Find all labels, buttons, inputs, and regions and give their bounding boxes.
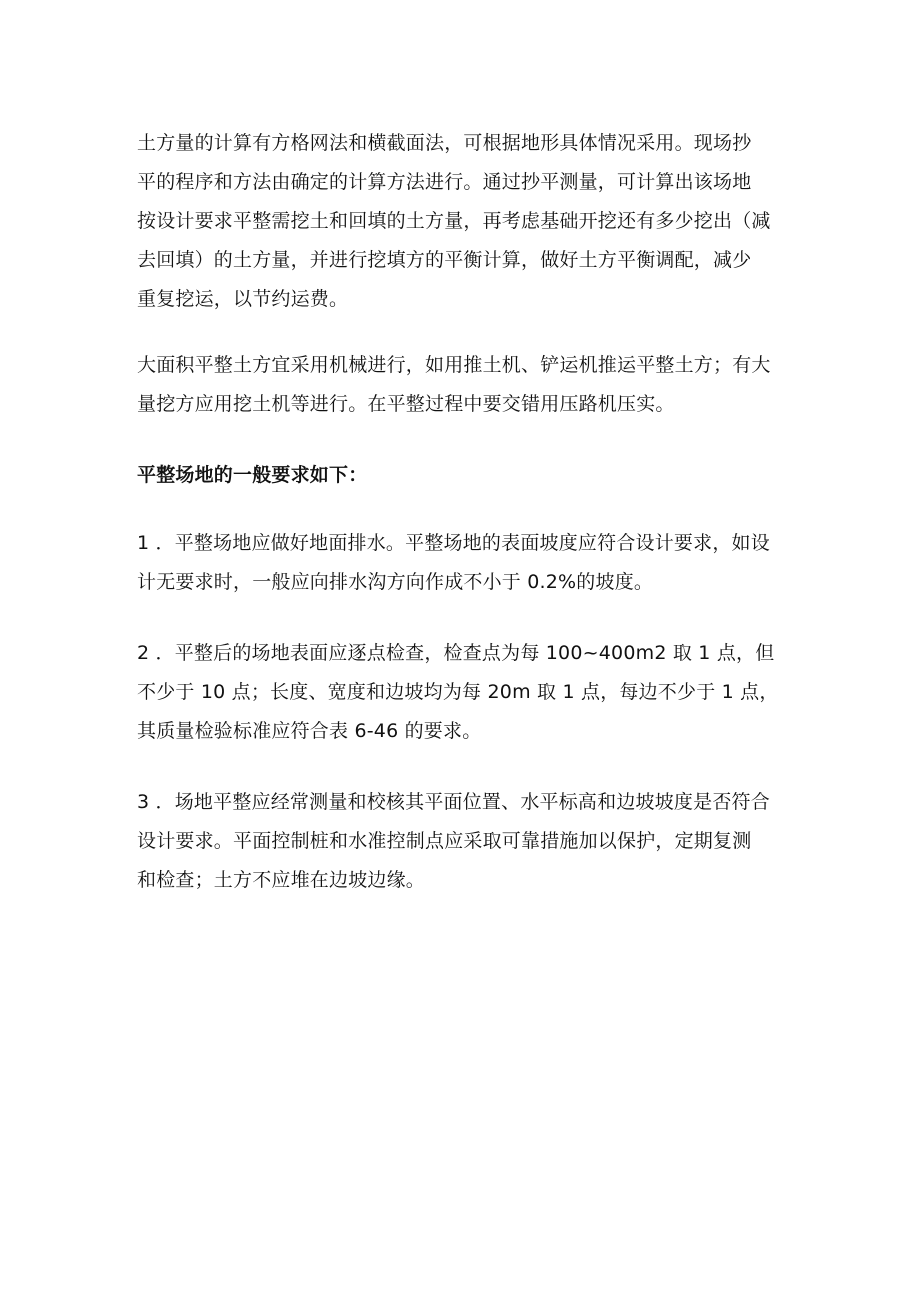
requirement-item-2 (137, 634, 787, 751)
heading-text: 平整场地的一般要求如下： (137, 464, 368, 486)
text-line: 不少于 10 点；长度、宽度和边坡均为每 20m 取 1 点，每边不少于 1 点， (137, 681, 779, 703)
text-line: 设计要求。平面控制桩和水准控制点应采取可靠措施加以保护，定期复测 (137, 830, 752, 852)
text-line: 去回填）的土方量，并进行挖填方的平衡计算，做好土方平衡调配，减少 (137, 249, 752, 271)
text-line: 2 ．平整后的场地表面应逐点检查，检查点为每 100~400m2 取 1 点，但 (137, 642, 775, 664)
document-body (137, 124, 787, 932)
text-line: 重复挖运，以节约运费。 (137, 288, 349, 310)
text-line: 其质量检验标准应符合表 6-46 的要求。 (137, 720, 482, 742)
section-heading (137, 456, 787, 495)
text-line: 按设计要求平整需挖土和回填的土方量，再考虑基础开挖还有多少挖出（减 (137, 210, 771, 232)
requirement-item-3 (137, 783, 787, 900)
text-line: 大面积平整土方宜采用机械进行，如用推土机、铲运机推运平整土方；有大 (137, 354, 771, 376)
text-line: 计无要求时，一般应向排水沟方向作成不小于 0.2%的坡度。 (137, 571, 654, 593)
requirement-item-1 (137, 524, 787, 602)
text-line: 量挖方应用挖土机等进行。在平整过程中要交错用压路机压实。 (137, 393, 675, 415)
text-line: 3 ．场地平整应经常测量和校核其平面位置、水平标高和边坡坡度是否符合 (137, 791, 770, 813)
text-line: 1 ．平整场地应做好地面排水。平整场地的表面坡度应符合设计要求，如设 (137, 532, 770, 554)
text-line: 平的程序和方法由确定的计算方法进行。通过抄平测量，可计算出该场地 (137, 171, 752, 193)
text-line: 土方量的计算有方格网法和横截面法，可根据地形具体情况采用。现场抄 (137, 132, 752, 154)
text-line: 和检查；土方不应堆在边坡边缘。 (137, 869, 426, 891)
paragraph-earthwork-calculation (137, 124, 787, 319)
paragraph-machinery (137, 346, 787, 424)
